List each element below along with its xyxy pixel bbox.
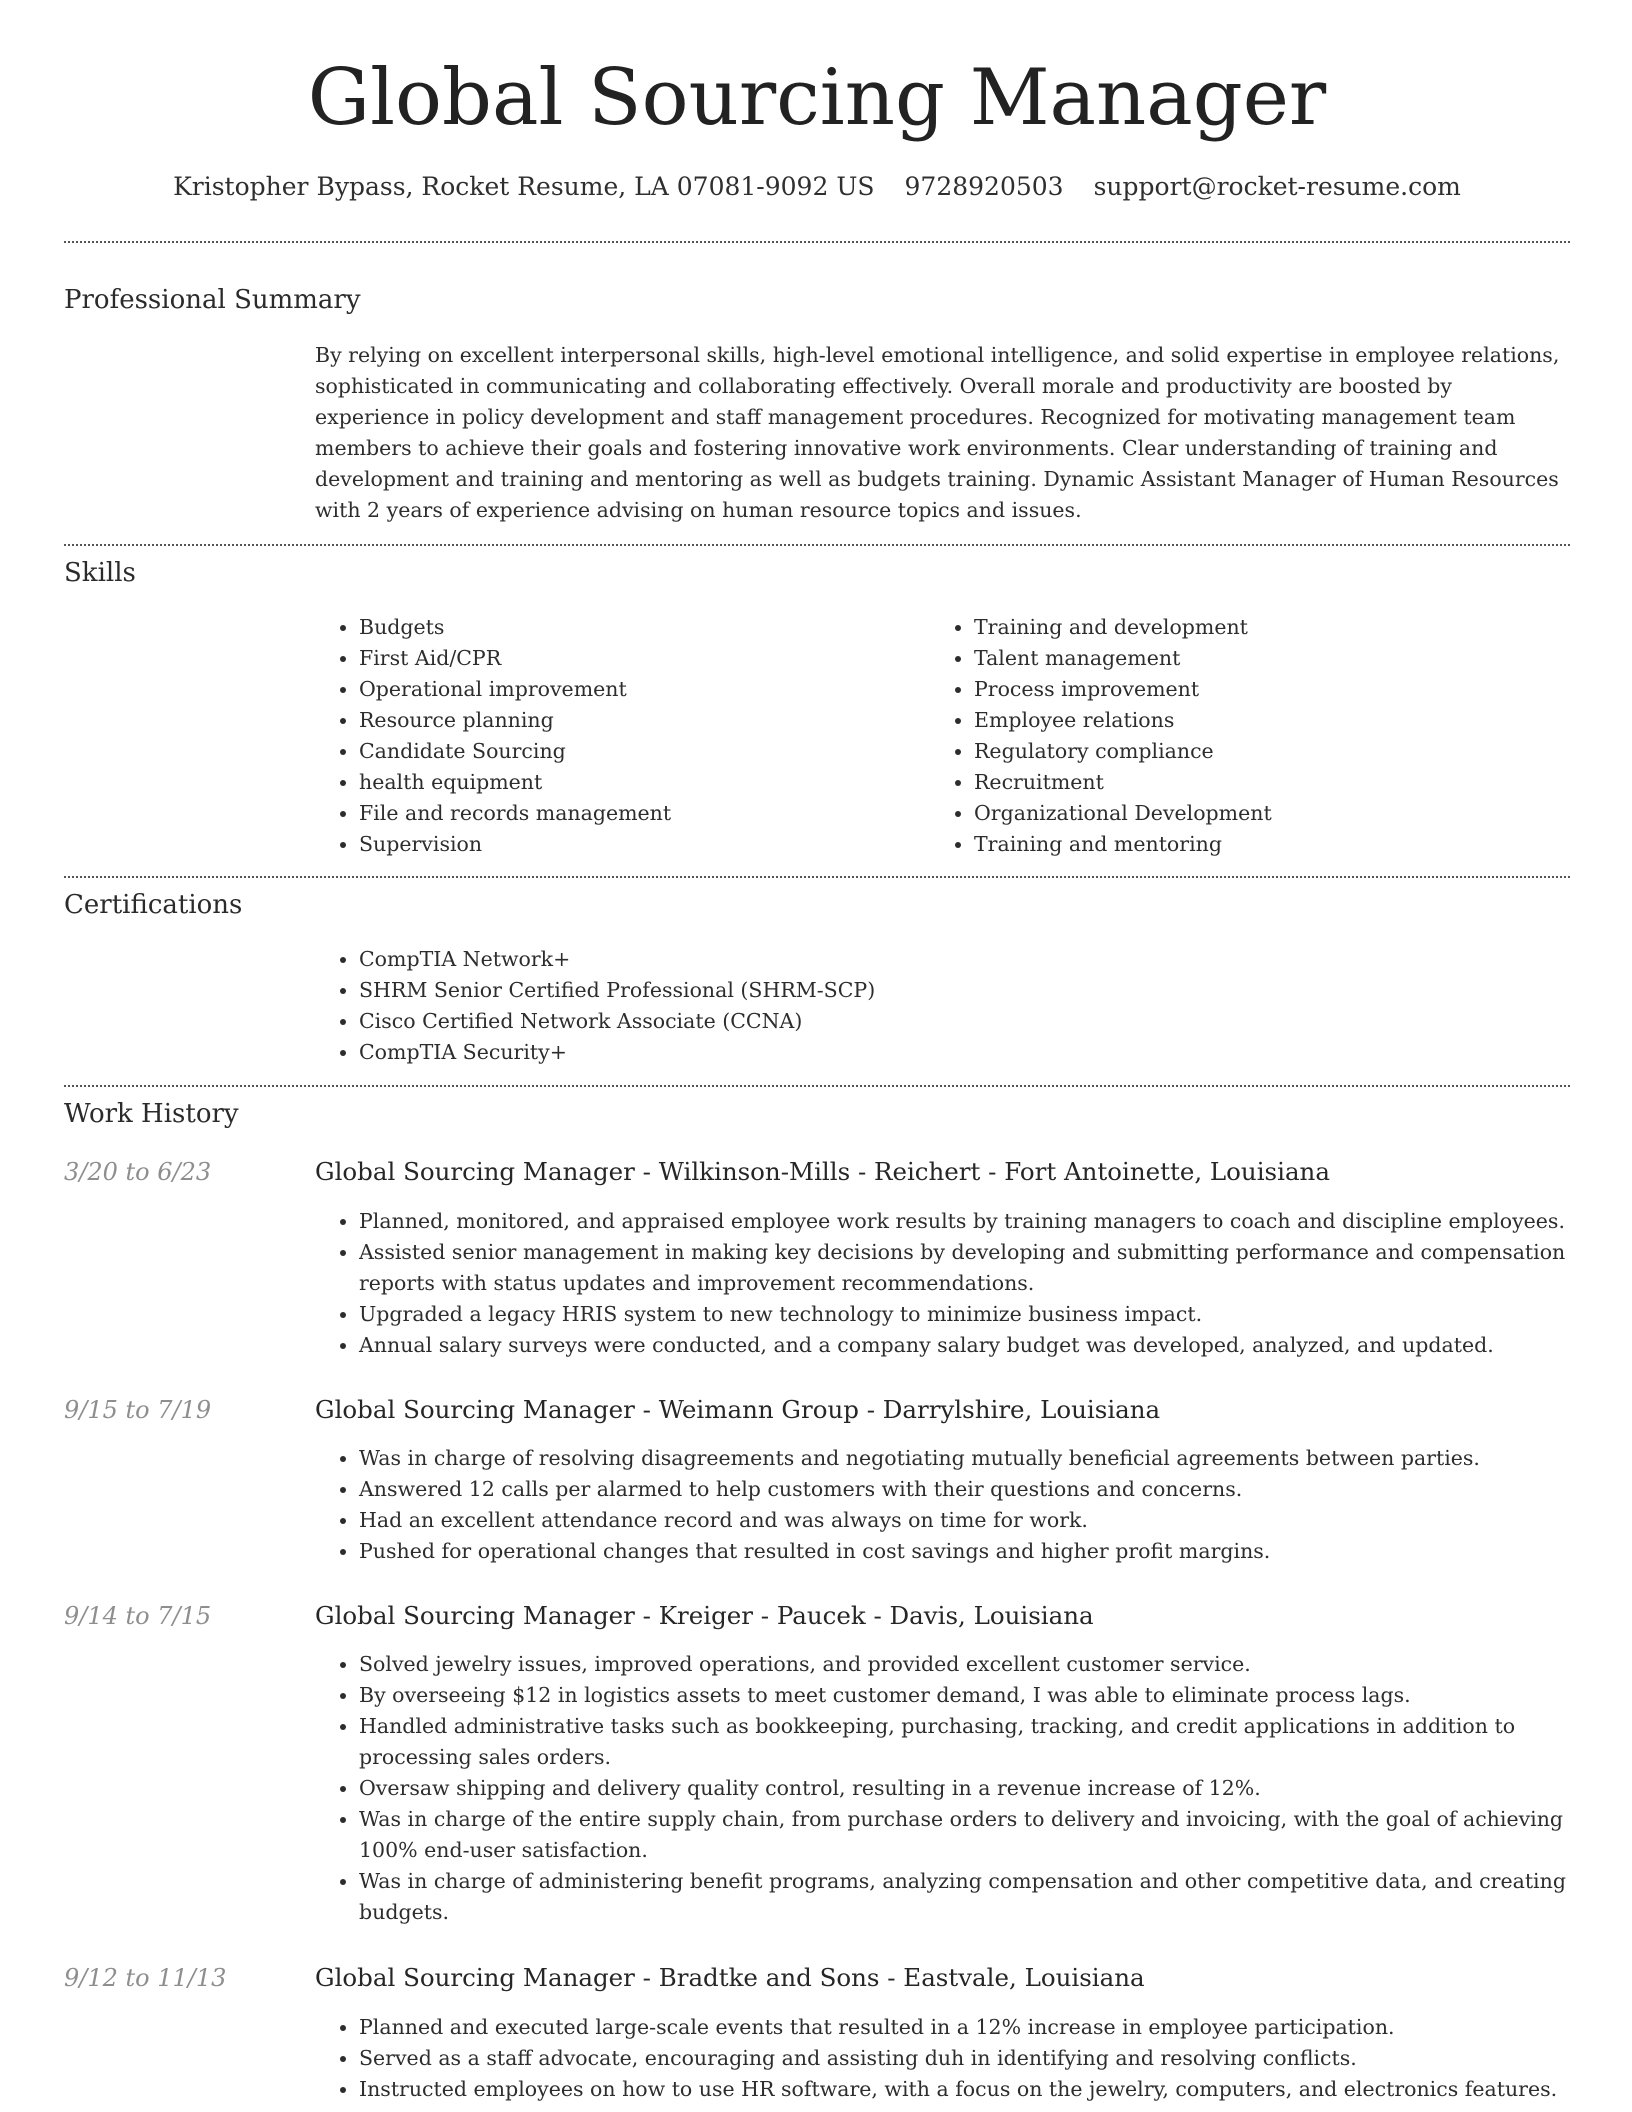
contact-line [64,170,1570,204]
job-dates: 9/15 to 7/19 [64,1396,212,1424]
contact-address: Kristopher Bypass, Rocket Resume, LA 07081-9092 US [173,172,875,201]
certification-item: • Cisco Certified Network Associate (CCNA) [359,1006,1559,1037]
skill-item: • Resource planning [359,705,919,736]
work-history-heading: Work History [64,1099,239,1129]
skill-item: • Talent management [974,643,1574,674]
skill-item: • Training and mentoring [974,829,1574,860]
job-dates: 9/14 to 7/15 [64,1602,212,1630]
job-bullets [315,1443,1570,1567]
job-bullet: • Had an excellent attendance record and was always on time for work. [359,1505,1570,1536]
certification-item: • SHRM Senior Certified Professional (SHRM-SCP) [359,975,1559,1006]
job-title: Global Sourcing Manager - Wilkinson-Mills - Reichert - Fort Antoinette, Louisiana [315,1157,1330,1186]
skill-item: • Operational improvement [359,674,919,705]
job-bullets [315,2012,1570,2105]
job-bullet: • Answered 12 calls per alarmed to help customers with their questions and concerns. [359,1474,1570,1505]
certifications-heading: Certifications [64,890,243,920]
job-title: Global Sourcing Manager - Bradtke and Sons - Eastvale, Louisiana [315,1963,1145,1992]
certification-item: • CompTIA Security+ [359,1037,1559,1068]
job-bullet: • Annual salary surveys were conducted, and a company salary budget was developed, analyzed, and updated. [359,1330,1570,1361]
skills-list-left [315,612,919,860]
skill-item: • Budgets [359,612,919,643]
skill-item: • Supervision [359,829,919,860]
skills-heading: Skills [64,558,136,588]
skill-item: • First Aid/CPR [359,643,919,674]
job-bullet: • By overseeing $12 in logistics assets to meet customer demand, I was able to eliminate process lags. [359,1680,1570,1711]
summary-divider [64,544,1570,546]
job-bullet: • Oversaw shipping and delivery quality control, resulting in a revenue increase of 12%. [359,1773,1570,1804]
skill-item: • health equipment [359,767,919,798]
resume-title: Global Sourcing Manager [307,53,1327,143]
skills-divider [64,876,1570,878]
job-bullet: • Handled administrative tasks such as bookkeeping, purchasing, tracking, and credit applications in addition to processing sales orders. [359,1711,1570,1773]
summary-heading: Professional Summary [64,285,361,315]
certifications-divider [64,1085,1570,1087]
job-bullet: • Instructed employees on how to use HR software, with a focus on the jewelry, computers, and electronics features. [359,2074,1570,2105]
skill-item: • Employee relations [974,705,1574,736]
job-bullets [315,1649,1570,1928]
skill-item: • Recruitment [974,767,1574,798]
contact-phone: 9728920503 [904,172,1064,201]
certification-item: • CompTIA Network+ [359,944,1559,975]
job-bullet: • Planned and executed large-scale events that resulted in a 12% increase in employee participation. [359,2012,1570,2043]
job-bullets [315,1206,1570,1361]
job-bullet: • Was in charge of administering benefit programs, analyzing compensation and other competitive data, and creating budgets. [359,1866,1570,1928]
contact-email: support@rocket-resume.com [1093,172,1461,201]
job-title: Global Sourcing Manager - Weimann Group - Darrylshire, Louisiana [315,1395,1161,1424]
job-bullet: • Was in charge of resolving disagreements and negotiating mutually beneficial agreements between parties. [359,1443,1570,1474]
header-divider [64,241,1570,243]
job-dates: 9/12 to 11/13 [64,1964,227,1992]
job-bullet: • Upgraded a legacy HRIS system to new technology to minimize business impact. [359,1299,1570,1330]
job-bullet: • Served as a staff advocate, encouraging and assisting duh in identifying and resolving conflicts. [359,2043,1570,2074]
skill-item: • File and records management [359,798,919,829]
skill-item: • Training and development [974,612,1574,643]
summary-text: By relying on excellent interpersonal skills, high-level emotional intelligence, and solid expertise in employee relations, sophisticated in communicating and collaborating effectively. Overall morale and productivity are boosted by experience in policy development and staff management procedures. Recognized for motivating management team members to achieve their goals and fostering innovative work environments. Clear understanding of training and development and training and mentoring as well as budgets training. Dynamic Assistant Manager of Human Resources with 2 years of experience advising on human resource topics and issues. [315,343,1560,522]
job-bullet: • Solved jewelry issues, improved operations, and provided excellent customer service. [359,1649,1570,1680]
job-bullet: • Pushed for operational changes that resulted in cost savings and higher profit margins. [359,1536,1570,1567]
skill-item: • Process improvement [974,674,1574,705]
job-dates: 3/20 to 6/23 [64,1158,212,1186]
skill-item: • Candidate Sourcing [359,736,919,767]
certifications-list [315,944,1559,1068]
job-bullet: • Planned, monitored, and appraised employee work results by training managers to coach and discipline employees. [359,1206,1570,1237]
skill-item: • Regulatory compliance [974,736,1574,767]
job-title: Global Sourcing Manager - Kreiger - Paucek - Davis, Louisiana [315,1601,1094,1630]
skill-item: • Organizational Development [974,798,1574,829]
job-bullet: • Was in charge of the entire supply chain, from purchase orders to delivery and invoicing, with the goal of achieving 100% end-user satisfaction. [359,1804,1570,1866]
skills-list-right [930,612,1574,860]
job-bullet: • Assisted senior management in making key decisions by developing and submitting performance and compensation reports with status updates and improvement recommendations. [359,1237,1570,1299]
